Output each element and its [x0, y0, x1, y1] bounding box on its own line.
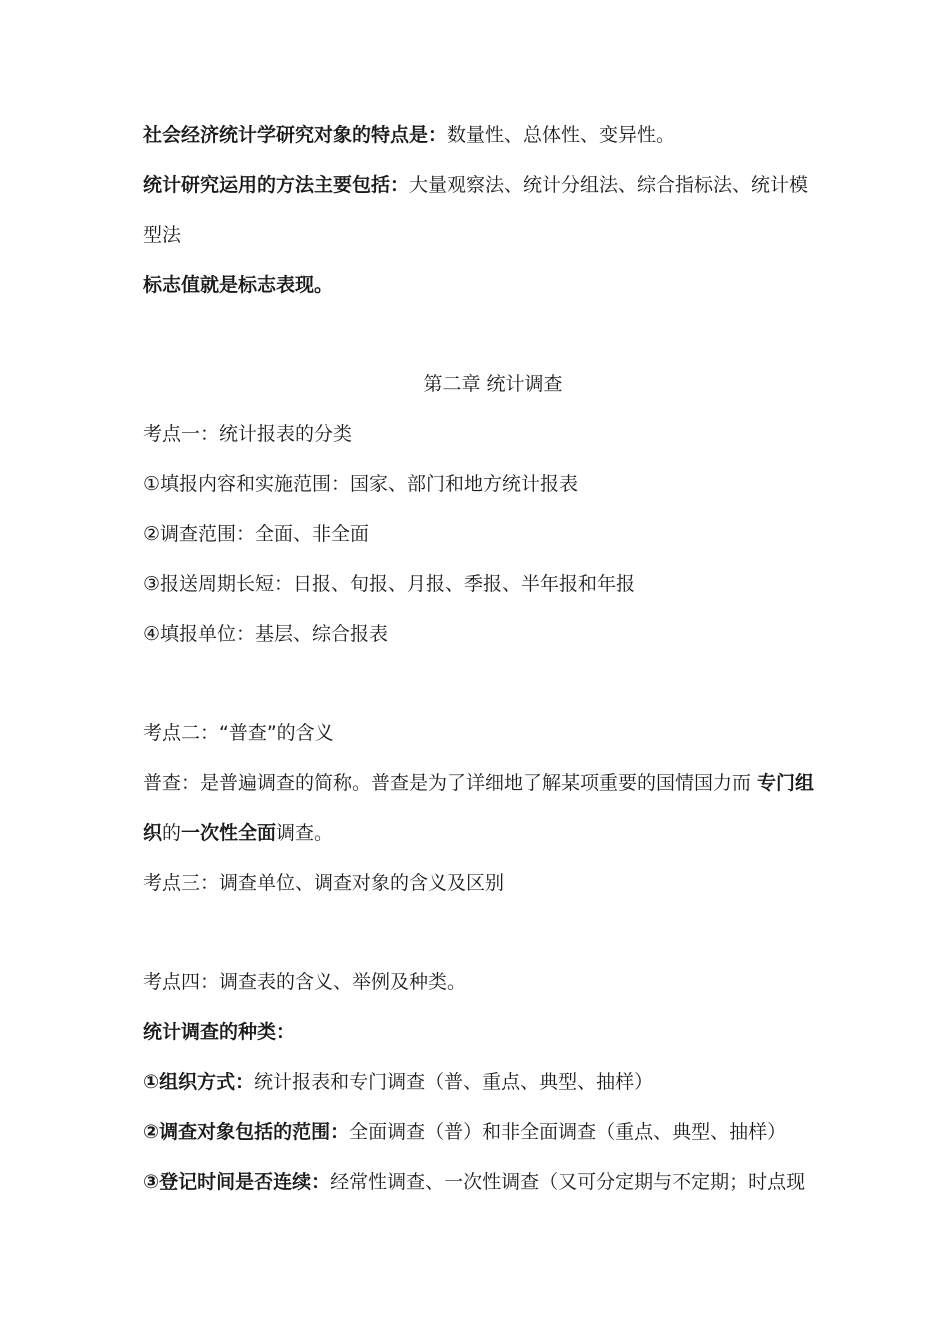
chapter-title: 第二章 统计调查 — [423, 373, 563, 395]
list-item — [143, 1070, 653, 1094]
census-definition — [143, 771, 814, 795]
label: ②调查对象包括的范围： — [143, 1121, 350, 1143]
text: 的 — [162, 822, 182, 844]
list-item: ①填报内容和实施范围：国家、部门和地方统计报表 — [143, 473, 579, 495]
list-item: ③报送周期长短：日报、旬报、月报、季报、半年报和年报 — [143, 573, 636, 595]
point1-heading: 考点一：统计报表的分类 — [143, 423, 353, 445]
point2-heading: 考点二：“普查”的含义 — [143, 722, 334, 744]
emphasis: 专门组 — [757, 772, 815, 794]
list-item: ②调查范围：全面、非全面 — [143, 523, 370, 545]
emphasis: 一次性全面 — [181, 822, 277, 844]
label: ①组织方式： — [143, 1071, 255, 1093]
survey-types-heading: 统计调查的种类： — [143, 1021, 296, 1043]
paragraph-features — [143, 123, 675, 147]
emphasis: 织 — [143, 822, 163, 844]
text: 经常性调查、一次性调查（又可分定期与不定期；时点现 — [330, 1171, 806, 1193]
paragraph-indicator: 标志值就是标志表现。 — [143, 274, 334, 296]
text: 统计报表和专门调查（普、重点、典型、抽样） — [254, 1071, 654, 1093]
label: 社会经济统计学研究对象的特点是： — [143, 124, 448, 146]
point4-heading: 考点四：调查表的含义、举例及种类。 — [143, 971, 467, 993]
census-definition-cont — [143, 821, 333, 845]
label: ③登记时间是否连续： — [143, 1171, 331, 1193]
list-item — [143, 1120, 786, 1144]
list-item — [143, 1170, 805, 1194]
text: 大量观察法、统计分组法、综合指标法、统计模 — [409, 174, 809, 196]
paragraph-methods-cont: 型法 — [143, 224, 182, 246]
text: 全面调查（普）和非全面调查（重点、典型、抽样） — [349, 1121, 787, 1143]
label: 统计研究运用的方法主要包括： — [143, 174, 410, 196]
paragraph-methods — [143, 173, 808, 197]
text: 普查：是普遍调查的简称。普查是为了详细地了解某项重要的国情国力而 — [143, 772, 758, 794]
text: 调查。 — [276, 822, 334, 844]
point3-heading: 考点三：调查单位、调查对象的含义及区别 — [143, 872, 505, 894]
text: 数量性、总体性、变异性。 — [447, 124, 676, 146]
list-item: ④填报单位：基层、综合报表 — [143, 623, 389, 645]
